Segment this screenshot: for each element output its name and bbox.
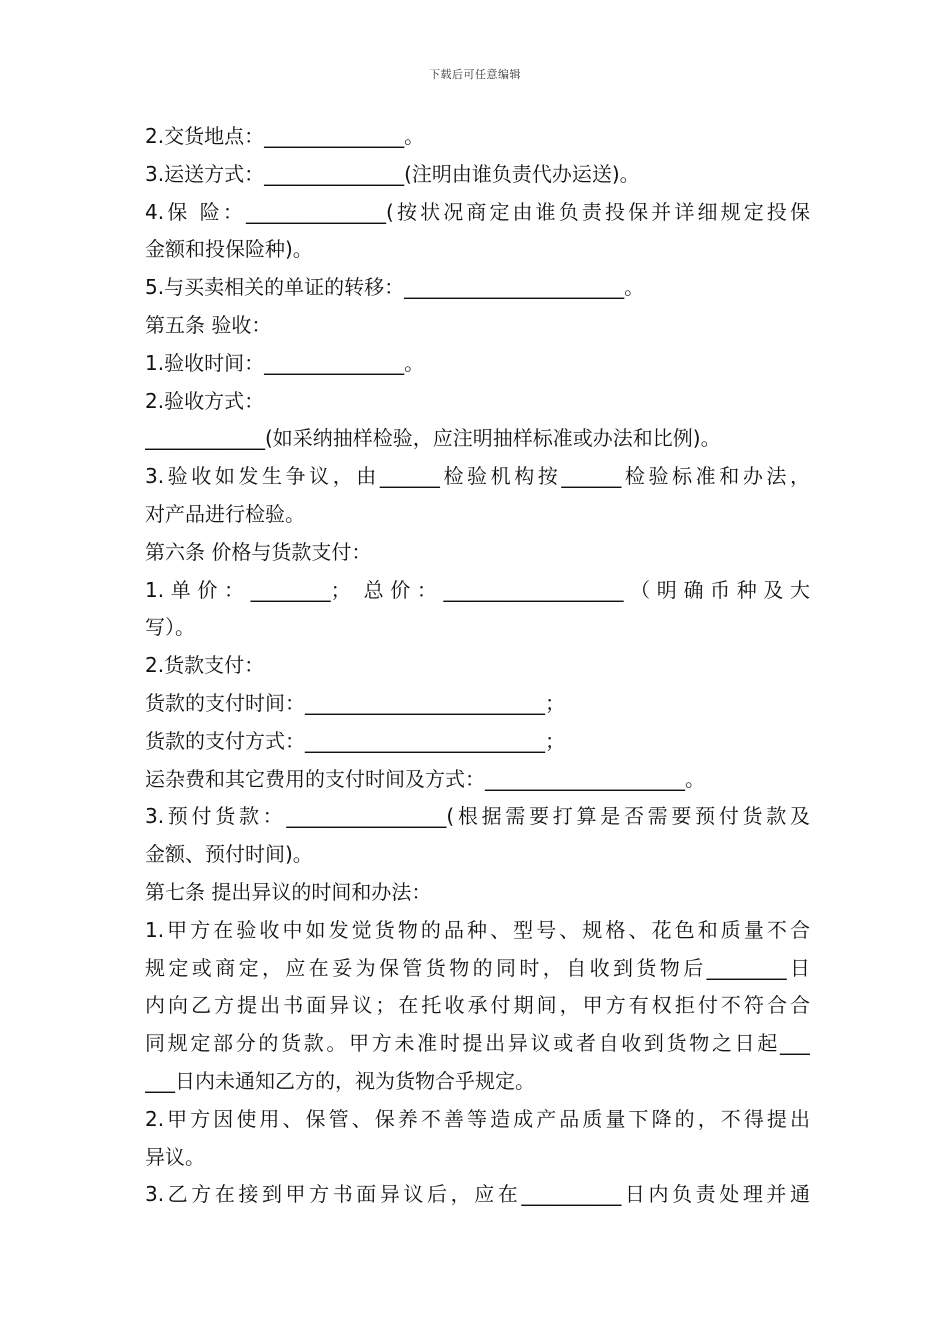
text-line: 1.甲方在验收中如发觉货物的品种、型号、规格、花色和质量不合 [145, 917, 810, 942]
text-line: 金额、预付时间)。 [145, 842, 313, 867]
text-line: 第六条 价格与货款支付： [145, 539, 372, 564]
text-line: 同规定部分的货款。甲方未准时提出异议或者自收到货物之日起___ [145, 1031, 810, 1056]
text-line: 4.保 险：______________(按状况商定由谁负责投保并详细规定投保 [145, 199, 810, 224]
text-line: 2.货款支付： [145, 653, 265, 678]
text-line: 第七条 提出异议的时间和办法： [145, 879, 432, 904]
text-line: 第五条 验收： [145, 312, 272, 337]
text-line: 写）。 [145, 615, 195, 640]
text-line: ____________(如采纳抽样检验，应注明抽样标准或办法和比例)。 [145, 426, 721, 451]
text-line: 3.运送方式：______________(注明由谁负责代办运送)。 [145, 161, 640, 186]
text-line: 货款的支付方式：________________________； [145, 728, 565, 753]
text-line: 2.交货地点：______________。 [145, 124, 425, 148]
text-line: 货款的支付时间：________________________； [145, 690, 565, 715]
text-line: ___日内未通知乙方的，视为货物合乎规定。 [145, 1068, 535, 1093]
text-line: 3.乙方在接到甲方书面异议后，应在__________日内负责处理并通 [145, 1182, 810, 1207]
page-header: 下载后可任意编辑 [429, 68, 521, 81]
text-line: 2.甲方因使用、保管、保养不善等造成产品质量下降的，不得提出 [145, 1106, 810, 1131]
text-line: 对产品进行检验。 [145, 501, 305, 526]
text-line: 1.单价：________； 总价：__________________（明确币种及大 [145, 577, 810, 602]
text-line: 异议。 [145, 1144, 205, 1169]
text-line: 运杂费和其它费用的支付时间及方式：____________________。 [145, 766, 705, 791]
text-line: 3.验收如发生争议，由______检验机构按______检验标准和办法， [145, 464, 810, 489]
text-line: 1.验收时间：______________。 [145, 350, 425, 375]
document-body [145, 118, 810, 1214]
text-line: 金额和投保险种)。 [145, 237, 313, 262]
text-line: 内向乙方提出书面异议；在托收承付期间，甲方有权拒付不符合合 [145, 993, 810, 1018]
text-line: 2.验收方式： [145, 388, 265, 413]
text-line: 3.预付货款：________________(根据需要打算是否需要预付货款及 [145, 804, 810, 829]
text-line: 规定或商定，应在妥为保管货物的同时，自收到货物后________日 [145, 955, 810, 980]
text-line: 5.与买卖相关的单证的转移：______________________。 [145, 275, 645, 300]
